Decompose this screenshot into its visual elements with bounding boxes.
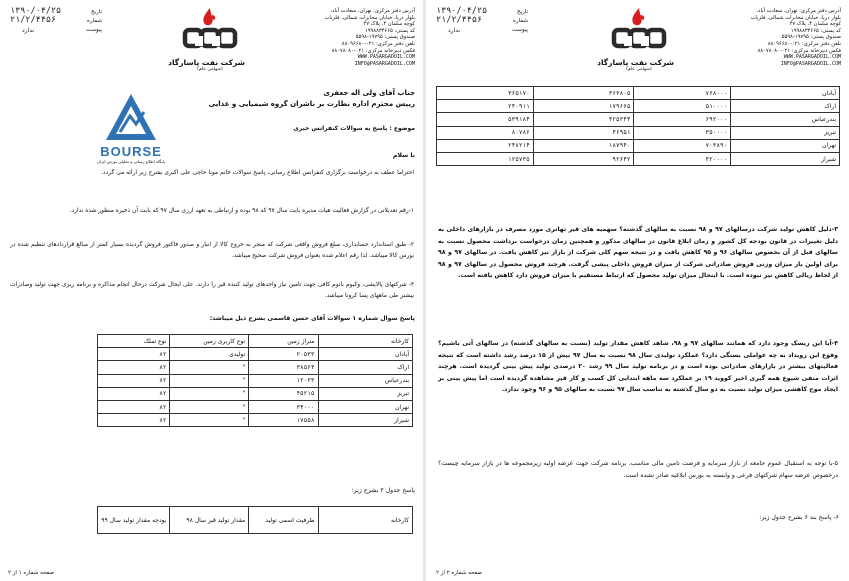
address-line: صندوق پستی: ۱۹۷۹۵-۵۵۹۸	[355, 34, 415, 41]
address-line: کوچه سلمان ۴، پلاک ۴۷	[789, 21, 841, 28]
table1-caption: پاسخ سوال شماره ۱ سوالات آقای حسن قاسمی بشرح ذیل میباشد:	[209, 315, 415, 322]
production-table	[436, 86, 840, 166]
recipient-block	[155, 88, 415, 110]
meta-attachment-label: پیوست	[511, 27, 528, 33]
table-cell: ۱۷۹۶۶۵	[533, 100, 634, 113]
company-address-block	[280, 8, 415, 67]
meta-date-value: ۱۳۹۰/۰۴/۲۵	[436, 6, 488, 16]
table-cell: تولیدی	[170, 348, 249, 361]
intro-paragraph: احتراما عطف به درخواست برگزاری کنفرانس اطلاع رسانی، پاسخ سوالات خانم مونا حاجی علی اکبری بشرح زیر ارائه می گردد.	[101, 170, 414, 176]
table-cell: ۸۲	[98, 361, 170, 374]
table-cell: ۴۵۲۱۵	[249, 387, 318, 400]
table-row	[98, 414, 413, 427]
website-link[interactable]: WWW.PASARGADOIL.COM	[357, 54, 415, 61]
table-cell: ۲۴۰۹۱۱	[437, 100, 534, 113]
table-row	[437, 126, 840, 139]
address-line: بلوار دریا، خیابان مخابرات شمالی، فلزیاب	[324, 14, 415, 21]
table-header-cell: مقدار تولید قیر سال ۹۸	[170, 507, 249, 534]
table-cell: شیراز	[731, 152, 840, 165]
address-line: کد پستی: ۱۹۹۸۸۳۴۶۶۵	[790, 27, 841, 34]
meta-date-value: ۱۳۹۰/۰۴/۲۵	[10, 6, 62, 16]
letter-greeting: با سلام	[392, 152, 415, 159]
company-logo	[597, 6, 674, 72]
address-line: کوچه سلمان ۴، پلاک ۴۷	[363, 21, 415, 28]
table-cell: ۲۴۸۲۱۴	[437, 139, 534, 152]
table-header-cell: کارخانه	[318, 507, 413, 534]
table-cell: ۳۶۳۸۰۵	[533, 87, 634, 100]
table-cell: ۴۲۰۰۰۰	[634, 152, 731, 165]
table-cell: "	[170, 374, 249, 387]
table-header-cell: ظرفیت اسمی تولید	[249, 507, 318, 534]
website-link[interactable]: WWW.PASARGADOIL.COM	[783, 54, 841, 61]
table-cell: ۷۶۸۰۰۰	[634, 87, 731, 100]
meta-date-label: تاریخ	[517, 9, 528, 15]
table-cell: شیراز	[318, 414, 413, 427]
land-table	[97, 334, 413, 427]
table-cell: ۸۲	[98, 400, 170, 413]
meta-attachment-value: ندارد	[22, 27, 35, 34]
table-row	[98, 348, 413, 361]
table-cell: "	[170, 414, 249, 427]
table-cell: "	[170, 387, 249, 400]
address-line: فکس دبیرخانه مرکزی: ۰۲۱-۸۸۰۷۸۰۸۰	[331, 47, 415, 54]
recipient-title: رییس محترم اداره نظارت بر ناشران گروه شیمیایی و غذایی	[208, 100, 415, 108]
email-link[interactable]: INFO@PASARGADOIL.COM	[354, 60, 415, 67]
table-cell: آبادان	[318, 348, 413, 361]
meta-date-label: تاریخ	[91, 9, 102, 15]
address-line: کد پستی: ۱۹۹۸۸۳۴۶۶۵	[364, 27, 415, 34]
table-cell: ۱۷۵۵۸	[249, 414, 318, 427]
table-cell: تهران	[731, 139, 840, 152]
table-cell: تهران	[318, 400, 413, 413]
table-row	[98, 374, 413, 387]
table-row	[98, 387, 413, 400]
answer-3-paragraph: ۳-دلیل کاهش تولید شرکت درسالهای ۹۷ و ۹۸ نسبت به سالهای گذشته؟ سهمیه های قیر تهاتری مورد مصرف در بازارهای داخلی به دلیل تغییرات در قانون بودجه کل کشور و زمان ابلاغ قانون در سالهای مذکور و همچنین زمان درخواست برداشت محصول نسبت به سالهای قبل از آن بخصوص سالهای ۹۶ و ۹۵ کاهش یافت و در نتیجه سهم کلی شرکت از بازار نیز کاهش یافت. در سالهای ۹۷ و ۹۸ برای اولین بار میزان وزنی فروش صادراتی شرکت از میزان فروش داخلی پیشی گرفت. هرچند فروش محصول در سالهای ۹۷ و ۹۸ از لحاظ ریالی کاهش نیز نبوده است. با اینحال میزان تولید محصول که ارتباط مستقیم با میزان فروش دارد کاهش یافته است.	[438, 226, 838, 280]
table-cell: ۵۳۹۱۸۴	[437, 113, 534, 126]
table-row	[437, 139, 840, 152]
bourse-logo-sub: پایگاه اطلاع رسانی و تحلیلی بورس ایران	[97, 159, 165, 164]
table-row	[437, 87, 840, 100]
meta-number-label: شماره	[512, 18, 528, 24]
address-line: فکس دبیرخانه مرکزی: ۰۲۱-۸۸۰۷۸۰۸۰	[757, 47, 841, 54]
table-cell: ۴۶۹۵۱	[533, 126, 634, 139]
table-cell: بندرعباس	[731, 113, 840, 126]
pasargad-logo-icon	[175, 6, 245, 54]
meta-number-label: شماره	[86, 18, 102, 24]
page-footer: صفحه شماره ۲ از ۲	[436, 570, 483, 576]
address-line: صندوق پستی: ۱۹۷۹۵-۵۵۹۸	[781, 34, 841, 41]
table2-caption: پاسخ جدول ۲ بشرح زیر:	[351, 487, 415, 494]
address-line: آدرس دفتر مرکزی: تهران، سعادت آباد،	[330, 8, 415, 14]
production-table-header	[97, 506, 413, 534]
table-cell: ۳۶۵۱۷۰	[437, 87, 534, 100]
bourse-logo-text: BOURSE	[100, 144, 162, 159]
company-address-block	[706, 8, 841, 67]
company-name: شرکت نفت پاسارگاد	[168, 58, 245, 67]
table-header-cell: متراژ زمین	[249, 335, 318, 348]
table-header-cell: نوع تملک	[98, 335, 170, 348]
table-cell: ۲۰۵۳۳	[249, 348, 318, 361]
table-cell: بندرعباس	[318, 374, 413, 387]
letter-meta	[10, 8, 102, 35]
table-row	[98, 400, 413, 413]
table-cell: اراک	[318, 361, 413, 374]
company-logo	[168, 6, 245, 72]
table-cell: ۱۲۰۳۳	[249, 374, 318, 387]
table-header-cell: کارخانه	[318, 335, 413, 348]
company-name: شرکت نفت پاسارگاد	[597, 58, 674, 67]
answer-2-paragraph: ۲- طبق استاندارد حسابداری، مبلغ فروش واقعی شرکت که منجر به خروج کالا از انبار و صدور فاکتور فروش گردیده بسیار کمتر از مبالغ قراردادهای تنظیم شده در بورس کالا میباشد. لذا رقم اعلام شده بعنوان فروش شرکت صحیح میباشد.	[10, 242, 414, 260]
table-row	[98, 361, 413, 374]
address-line: بلوار دریا، خیابان مخابرات شمالی، فلزیاب	[750, 14, 841, 21]
email-link[interactable]: INFO@PASARGADOIL.COM	[780, 60, 841, 67]
letter-page-1	[0, 0, 423, 581]
company-type: (سهامی عام)	[197, 67, 223, 72]
recipient-name: جناب آقای ولی اله جعفری	[323, 89, 415, 97]
table-cell: ۴۲۵۳۴۴	[533, 113, 634, 126]
answer-6-paragraph: ۶- پاسخ بند ۶ بشرح جدول زیر:	[759, 514, 839, 521]
table-header-row	[98, 335, 413, 348]
meta-number-value: ۲۱/۲/۴۴۵۶	[436, 15, 483, 25]
table-cell: ۶۹۲۰۰۰	[634, 113, 731, 126]
meta-attachment-value: ندارد	[448, 27, 461, 34]
table-cell: ۳۴۰۰۰	[249, 400, 318, 413]
letter-meta	[436, 8, 528, 35]
table-cell: اراک	[731, 100, 840, 113]
answer-5-paragraph: ۵-با توجه به استقبال عموم جامعه از بازار سرمایه و فرصت تامین مالی مناسب، برنامه شرکت جهت عرضه اولیه زیرمجموعه ها در بازار سرمایه چیست؟ درخصوص عرضه سهام شرکتهای فرعی و وابسته به بورس ابلاغیه صادر نشده است.	[438, 460, 838, 479]
meta-attachment-label: پیوست	[85, 27, 102, 33]
answer-1-paragraph: ۱-رقم تعدیلاتی در گزارش فعالیت هیات مدیره بابت سال ۹۷ که ۹۸ بوده و ارتباطی به تعهد ارزی سال ۹۷ که بابت آن ذخیره منظور شده ندارد.	[69, 208, 414, 214]
table-cell: ۸۰۷۸۶	[437, 126, 534, 139]
answer-4-paragraph: ۴-آیا این ریسک وجود دارد که همانند سالهای ۹۷ و ۹۸، شاهد کاهش مقدار تولید (نسبت به سالهای گذشته) در سالهای آتی باشیم؟ وقوع این رویداد به چه عواملی بستگی دارد؟ عملکرد تولیدی سال ۹۸ نسبت به سال ۹۷ بیش از ۱۵ درصد رشد داشته است که نتیجه فعالیتهای بیشتر در بازارهای صادراتی بوده است و در برنامه تولید سال ۹۹ رشد ۲۰ درصدی تولید پیش بینی گردیده است. هرچند اثرات منفی شیوع همه گیری اخیر کووید ۱۹ بر عملکرد سه ماهه ابتدایی کل کسب و کار قیر مشاهده گردیده است اما پیش بینی بر ایجاد موج کاهشی میزان تولید نسبت به دو سال گذشته به تناسب سال ۹۷ نسبت به سالهای ۹۵ و ۹۶ وجود ندارد.	[438, 340, 839, 394]
table-row	[437, 113, 840, 126]
table-header-cell: بودجه مقدار تولید سال ۹۹	[98, 507, 170, 534]
answer-3-paragraph: ۳- شرکتهای پالایشی، وکیوم باتوم کافی جهت تامین نیاز واحدهای تولید کننده قیر را دارند. علی ایحال شرکت درحال انجام مذاکره و برنامه ریزی جهت تولید وصادرات بیشتر طی ماههای پسا کرونا میباشد.	[10, 282, 414, 300]
table-cell: ۵۱۰۰۰۰	[634, 100, 731, 113]
table-header-cell: نوع کاربری زمین	[170, 335, 249, 348]
table-cell: "	[170, 361, 249, 374]
address-line: تلفن دفتر مرکزی: ۰۲۱-۸۸۰۹۶۶۸۰	[341, 40, 415, 47]
table-cell: ۹۲۶۴۲	[533, 152, 634, 165]
letter-subject: موضوع : پاسخ به سوالات کنفرانس خبری	[293, 125, 415, 132]
table-cell: ۸۲	[98, 374, 170, 387]
table-row	[437, 100, 840, 113]
table-cell: ۱۸۷۹۴۰	[533, 139, 634, 152]
meta-number-value: ۲۱/۲/۴۴۵۶	[10, 15, 57, 25]
table-cell: ۳۸۵۶۴	[249, 361, 318, 374]
pasargad-logo-icon	[604, 6, 674, 54]
table-cell: تبریز	[731, 126, 840, 139]
company-type: (سهامی عام)	[626, 67, 652, 72]
table-cell: ۱۲۵۷۳۵	[437, 152, 534, 165]
table-cell: ۳۵۰۰۰۰	[634, 126, 731, 139]
table-cell: ۸۲	[98, 387, 170, 400]
table-header-row	[98, 507, 413, 534]
table-cell: "	[170, 400, 249, 413]
page-footer: صفحه شماره ۱ از ۲	[8, 570, 55, 576]
table-cell: آبادان	[731, 87, 840, 100]
table-cell: ۷۰۳۸۹۰	[634, 139, 731, 152]
address-line: تلفن دفتر مرکزی: ۰۲۱-۸۸۰۹۶۶۸۰	[767, 40, 841, 47]
table-row	[437, 152, 840, 165]
table-cell: ۸۲	[98, 348, 170, 361]
letter-page-2	[426, 0, 849, 581]
table-cell: ۸۲	[98, 414, 170, 427]
address-line: آدرس دفتر مرکزی: تهران، سعادت آباد،	[756, 8, 841, 14]
table-cell: تبریز	[318, 387, 413, 400]
